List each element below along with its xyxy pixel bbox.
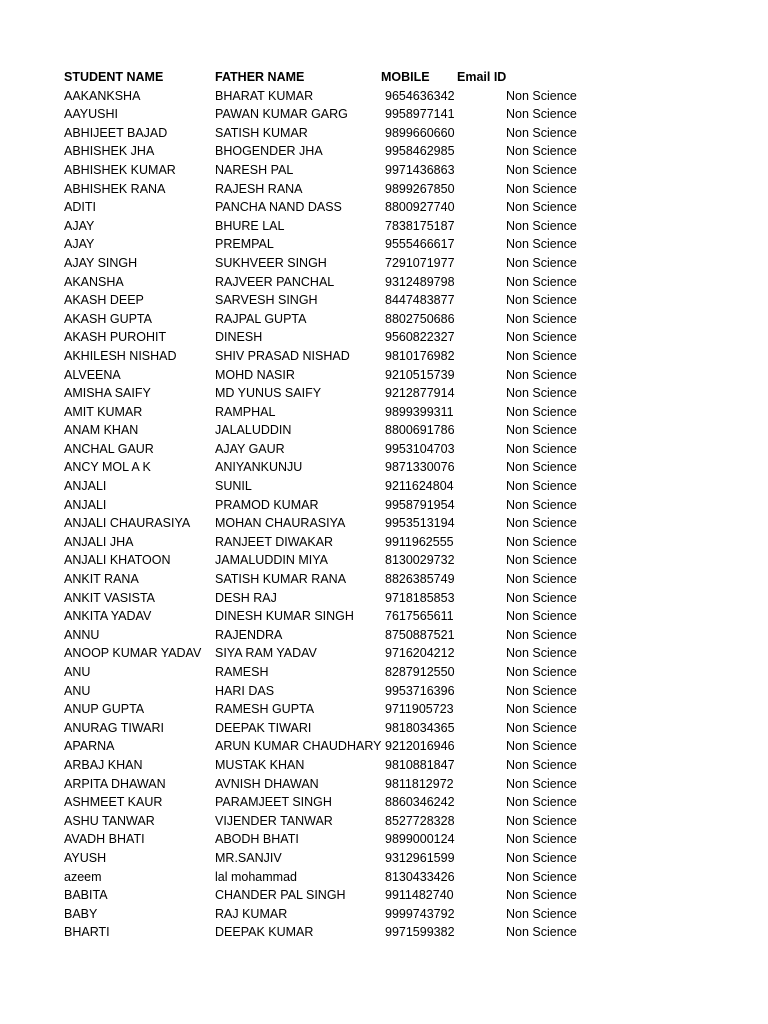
cell-student-name: AKANSHA xyxy=(64,274,124,289)
student-table xyxy=(0,68,768,942)
cell-student-name: ARPITA DHAWAN xyxy=(64,776,166,791)
table-row xyxy=(0,273,768,292)
cell-mobile: 9818034365 xyxy=(385,720,455,735)
cell-mobile: 7617565611 xyxy=(385,609,454,624)
cell-student-name: ANU xyxy=(64,665,91,679)
table-row xyxy=(0,217,768,236)
cell-student-name: ALVEENA xyxy=(64,367,121,382)
cell-email-id: Non Science xyxy=(506,311,577,326)
cell-email-id: Non Science xyxy=(506,646,577,661)
cell-father-name: DEEPAK KUMAR xyxy=(215,925,314,940)
cell-student-name: ANCY MOL A K xyxy=(64,460,151,475)
cell-mobile: 9718185853 xyxy=(385,590,455,605)
cell-mobile: 9810176982 xyxy=(385,348,455,363)
cell-email-id: Non Science xyxy=(506,516,577,531)
cell-father-name: CHANDER PAL SINGH xyxy=(215,888,346,903)
cell-mobile: 7291071977 xyxy=(385,255,455,270)
cell-email-id: Non Science xyxy=(506,348,577,363)
cell-father-name: ANIYANKUNJU xyxy=(215,460,303,475)
cell-email-id: Non Science xyxy=(506,162,577,177)
cell-email-id: Non Science xyxy=(506,869,577,884)
cell-mobile: 9953104703 xyxy=(385,441,455,456)
cell-email-id: Non Science xyxy=(506,906,577,921)
cell-father-name: RAJESH RANA xyxy=(215,181,303,196)
cell-father-name: PANCHA NAND DASS xyxy=(215,200,342,215)
cell-father-name: AVNISH DHAWAN xyxy=(215,776,319,791)
cell-mobile: 9953716396 xyxy=(385,683,455,698)
cell-student-name: ANKITA YADAV xyxy=(64,609,152,624)
cell-father-name: SATISH KUMAR RANA xyxy=(215,572,347,587)
table-row xyxy=(0,570,768,589)
cell-email-id: Non Science xyxy=(506,218,577,233)
cell-email-id: Non Science xyxy=(506,609,577,624)
table-row xyxy=(0,663,768,682)
header-mobile: MOBILE xyxy=(381,70,430,84)
cell-father-name: BHURE LAL xyxy=(215,218,285,233)
cell-student-name: APARNA xyxy=(64,739,115,754)
cell-email-id: Non Science xyxy=(506,181,577,196)
cell-student-name: AKASH PUROHIT xyxy=(64,330,167,345)
cell-father-name: ABODH BHATI xyxy=(215,832,299,847)
cell-father-name: lal mohammad xyxy=(215,869,297,884)
cell-mobile: 7838175187 xyxy=(385,218,455,233)
cell-email-id: Non Science xyxy=(506,720,577,735)
cell-mobile: 9911482740 xyxy=(385,888,454,903)
cell-email-id: Non Science xyxy=(506,144,577,159)
cell-student-name: BHARTI xyxy=(64,925,110,940)
cell-email-id: Non Science xyxy=(506,850,577,865)
table-row xyxy=(0,384,768,403)
cell-mobile: 9953513194 xyxy=(385,516,455,531)
cell-father-name: ARUN KUMAR CHAUDHARY xyxy=(215,739,382,754)
cell-email-id: Non Science xyxy=(506,757,577,772)
cell-father-name: JALALUDDIN xyxy=(215,423,292,438)
cell-mobile: 8750887521 xyxy=(385,627,455,642)
table-row xyxy=(0,87,768,106)
cell-student-name: AKASH DEEP xyxy=(64,293,144,308)
cell-father-name: MUSTAK KHAN xyxy=(215,757,305,772)
cell-father-name: DINESH xyxy=(215,330,263,345)
cell-email-id: Non Science xyxy=(506,330,577,345)
cell-student-name: ANUP GUPTA xyxy=(64,702,145,717)
cell-mobile: 9654636342 xyxy=(385,88,455,103)
cell-student-name: ANNU xyxy=(64,627,100,642)
cell-email-id: Non Science xyxy=(506,702,577,717)
table-row xyxy=(0,291,768,310)
cell-student-name: ANKIT RANA xyxy=(64,572,139,587)
table-row xyxy=(0,421,768,440)
cell-student-name: AAKANKSHA xyxy=(64,88,141,103)
cell-student-name: azeem xyxy=(64,869,102,884)
header-email-id: Email ID xyxy=(457,70,507,84)
table-row xyxy=(0,347,768,366)
table-row xyxy=(0,235,768,254)
cell-father-name: PAWAN KUMAR GARG xyxy=(215,107,348,122)
cell-student-name: AAYUSHI xyxy=(64,107,118,122)
table-row xyxy=(0,589,768,608)
cell-email-id: Non Science xyxy=(506,832,577,847)
cell-father-name: NARESH PAL xyxy=(215,162,294,177)
cell-email-id: Non Science xyxy=(506,107,577,122)
cell-student-name: BABY xyxy=(64,906,98,921)
cell-mobile: 8826385749 xyxy=(385,572,455,587)
cell-student-name: AJAY xyxy=(64,218,95,233)
cell-student-name: AMISHA SAIFY xyxy=(64,386,151,401)
cell-father-name: HARI DAS xyxy=(215,683,275,698)
cell-email-id: Non Science xyxy=(506,200,577,215)
cell-mobile: 9212016946 xyxy=(385,739,455,754)
table-row xyxy=(0,403,768,422)
cell-father-name: PARAMJEET SINGH xyxy=(215,795,332,810)
cell-father-name: RAJ KUMAR xyxy=(215,906,288,921)
cell-mobile: 8287912550 xyxy=(385,665,455,679)
table-row xyxy=(0,812,768,831)
table-row xyxy=(0,719,768,738)
cell-email-id: Non Science xyxy=(506,125,577,140)
cell-email-id: Non Science xyxy=(506,367,577,382)
cell-student-name: AJAY SINGH xyxy=(64,255,138,270)
cell-mobile: 9999743792 xyxy=(385,906,455,921)
cell-father-name: RAJPAL GUPTA xyxy=(215,311,307,326)
cell-email-id: Non Science xyxy=(506,479,577,494)
cell-student-name: ANJALI CHAURASIYA xyxy=(64,516,191,531)
cell-student-name: ANJALI xyxy=(64,479,107,494)
table-row xyxy=(0,496,768,515)
cell-father-name: BHARAT KUMAR xyxy=(215,88,314,103)
table-row xyxy=(0,366,768,385)
cell-student-name: ABHISHEK JHA xyxy=(64,144,155,159)
cell-email-id: Non Science xyxy=(506,460,577,475)
cell-email-id: Non Science xyxy=(506,795,577,810)
cell-email-id: Non Science xyxy=(506,534,577,549)
cell-father-name: SIYA RAM YADAV xyxy=(215,646,317,661)
table-row xyxy=(0,180,768,199)
cell-email-id: Non Science xyxy=(506,274,577,289)
cell-father-name: AJAY GAUR xyxy=(215,441,285,456)
cell-email-id: Non Science xyxy=(506,255,577,270)
cell-student-name: AKHILESH NISHAD xyxy=(64,348,177,363)
table-row xyxy=(0,310,768,329)
cell-mobile: 8800691786 xyxy=(385,423,455,438)
table-row xyxy=(0,328,768,347)
cell-father-name: MR.SANJIV xyxy=(215,850,282,865)
cell-father-name: PRAMOD KUMAR xyxy=(215,497,319,512)
table-row xyxy=(0,756,768,775)
cell-email-id: Non Science xyxy=(506,925,577,940)
cell-mobile: 9811812972 xyxy=(385,776,454,791)
cell-mobile: 9899267850 xyxy=(385,181,455,196)
table-row xyxy=(0,626,768,645)
cell-father-name: SUNIL xyxy=(215,479,252,494)
cell-student-name: ASHU TANWAR xyxy=(64,813,155,828)
cell-student-name: ABHIJEET BAJAD xyxy=(64,125,168,140)
table-row xyxy=(0,886,768,905)
table-row xyxy=(0,737,768,756)
cell-student-name: ANCHAL GAUR xyxy=(64,441,154,456)
cell-mobile: 9716204212 xyxy=(385,646,455,661)
cell-mobile: 9899399311 xyxy=(385,404,454,419)
cell-student-name: ABHISHEK KUMAR xyxy=(64,162,176,177)
cell-father-name: MD YUNUS SAIFY xyxy=(215,386,322,401)
cell-father-name: SUKHVEER SINGH xyxy=(215,255,327,270)
cell-student-name: ANKIT VASISTA xyxy=(64,590,155,605)
cell-email-id: Non Science xyxy=(506,441,577,456)
table-row xyxy=(0,775,768,794)
cell-email-id: Non Science xyxy=(506,683,577,698)
cell-mobile: 9911962555 xyxy=(385,534,454,549)
cell-mobile: 9555466617 xyxy=(385,237,455,252)
table-body xyxy=(0,87,768,942)
table-row xyxy=(0,923,768,942)
header-father-name: FATHER NAME xyxy=(215,70,305,84)
cell-mobile: 9971599382 xyxy=(385,925,455,940)
cell-father-name: BHOGENDER JHA xyxy=(215,144,323,159)
cell-mobile: 9871330076 xyxy=(385,460,455,475)
table-row xyxy=(0,793,768,812)
cell-mobile: 9971436863 xyxy=(385,162,455,177)
cell-mobile: 8447483877 xyxy=(385,293,455,308)
cell-student-name: AKASH GUPTA xyxy=(64,311,152,326)
table-row xyxy=(0,849,768,868)
cell-mobile: 8130433426 xyxy=(385,869,455,884)
cell-email-id: Non Science xyxy=(506,553,577,568)
cell-email-id: Non Science xyxy=(506,497,577,512)
cell-email-id: Non Science xyxy=(506,888,577,903)
cell-father-name: RAMESH GUPTA xyxy=(215,702,315,717)
table-row xyxy=(0,514,768,533)
cell-email-id: Non Science xyxy=(506,813,577,828)
table-row xyxy=(0,905,768,924)
cell-mobile: 9899000124 xyxy=(385,832,455,847)
cell-father-name: VIJENDER TANWAR xyxy=(215,813,333,828)
cell-email-id: Non Science xyxy=(506,627,577,642)
cell-father-name: RAJENDRA xyxy=(215,627,283,642)
header-student-name: STUDENT NAME xyxy=(64,70,164,84)
cell-father-name: RAMESH xyxy=(215,665,269,679)
cell-mobile: 9212877914 xyxy=(385,386,455,401)
cell-mobile: 9899660660 xyxy=(385,125,455,140)
cell-student-name: ADITI xyxy=(64,200,96,215)
table-row xyxy=(0,198,768,217)
table-row xyxy=(0,477,768,496)
cell-student-name: ANJALI xyxy=(64,497,107,512)
cell-father-name: JAMALUDDIN MIYA xyxy=(215,553,328,568)
cell-father-name: RAMPHAL xyxy=(215,404,276,419)
cell-email-id: Non Science xyxy=(506,293,577,308)
cell-email-id: Non Science xyxy=(506,88,577,103)
cell-father-name: DESH RAJ xyxy=(215,590,277,605)
cell-email-id: Non Science xyxy=(506,423,577,438)
cell-student-name: ANOOP KUMAR YADAV xyxy=(64,646,202,661)
cell-student-name: ANU xyxy=(64,683,91,698)
cell-father-name: SHIV PRASAD NISHAD xyxy=(215,348,350,363)
table-row xyxy=(0,533,768,552)
table-row xyxy=(0,644,768,663)
cell-student-name: AVADH BHATI xyxy=(64,832,145,847)
table-row xyxy=(0,830,768,849)
cell-student-name: AMIT KUMAR xyxy=(64,404,143,419)
cell-father-name: MOHD NASIR xyxy=(215,367,295,382)
cell-father-name: DEEPAK TIWARI xyxy=(215,720,312,735)
cell-mobile: 8130029732 xyxy=(385,553,455,568)
cell-email-id: Non Science xyxy=(506,739,577,754)
table-row xyxy=(0,440,768,459)
cell-email-id: Non Science xyxy=(506,590,577,605)
cell-mobile: 9958791954 xyxy=(385,497,455,512)
cell-email-id: Non Science xyxy=(506,404,577,419)
cell-student-name: ANURAG TIWARI xyxy=(64,720,165,735)
table-row xyxy=(0,161,768,180)
cell-mobile: 8860346242 xyxy=(385,795,455,810)
table-row xyxy=(0,458,768,477)
cell-father-name: SARVESH SINGH xyxy=(215,293,318,308)
table-row xyxy=(0,124,768,143)
cell-mobile: 9210515739 xyxy=(385,367,455,382)
cell-mobile: 9312961599 xyxy=(385,850,455,865)
cell-student-name: ANAM KHAN xyxy=(64,423,139,438)
cell-student-name: AJAY xyxy=(64,237,95,252)
cell-father-name: SATISH KUMAR xyxy=(215,125,308,140)
cell-email-id: Non Science xyxy=(506,572,577,587)
cell-father-name: RANJEET DIWAKAR xyxy=(215,534,334,549)
cell-mobile: 9958462985 xyxy=(385,144,455,159)
table-row xyxy=(0,607,768,626)
cell-mobile: 8800927740 xyxy=(385,200,455,215)
cell-father-name: RAJVEER PANCHAL xyxy=(215,274,335,289)
cell-mobile: 9312489798 xyxy=(385,274,455,289)
table-row xyxy=(0,682,768,701)
cell-mobile: 9711905723 xyxy=(385,702,454,717)
table-row xyxy=(0,254,768,273)
cell-father-name: PREMPAL xyxy=(215,237,274,252)
cell-mobile: 9211624804 xyxy=(385,479,454,494)
cell-mobile: 9560822327 xyxy=(385,330,455,345)
table-row xyxy=(0,700,768,719)
cell-student-name: ANJALI KHATOON xyxy=(64,553,171,568)
cell-mobile: 9810881847 xyxy=(385,757,455,772)
table-row xyxy=(0,868,768,887)
cell-student-name: BABITA xyxy=(64,888,108,903)
cell-student-name: ANJALI JHA xyxy=(64,534,134,549)
cell-student-name: ASHMEET KAUR xyxy=(64,795,163,810)
cell-student-name: AYUSH xyxy=(64,850,107,865)
cell-student-name: ABHISHEK RANA xyxy=(64,181,166,196)
table-row xyxy=(0,551,768,570)
cell-email-id: Non Science xyxy=(506,386,577,401)
table-row xyxy=(0,105,768,124)
cell-email-id: Non Science xyxy=(506,237,577,252)
cell-mobile: 8802750686 xyxy=(385,311,455,326)
cell-father-name: DINESH KUMAR SINGH xyxy=(215,609,354,624)
cell-mobile: 8527728328 xyxy=(385,813,455,828)
table-row xyxy=(0,142,768,161)
cell-student-name: ARBAJ KHAN xyxy=(64,757,143,772)
cell-email-id: Non Science xyxy=(506,776,577,791)
cell-mobile: 9958977141 xyxy=(385,107,455,122)
table-header-row xyxy=(0,68,768,87)
cell-father-name: MOHAN CHAURASIYA xyxy=(215,516,346,531)
cell-email-id: Non Science xyxy=(506,665,577,679)
